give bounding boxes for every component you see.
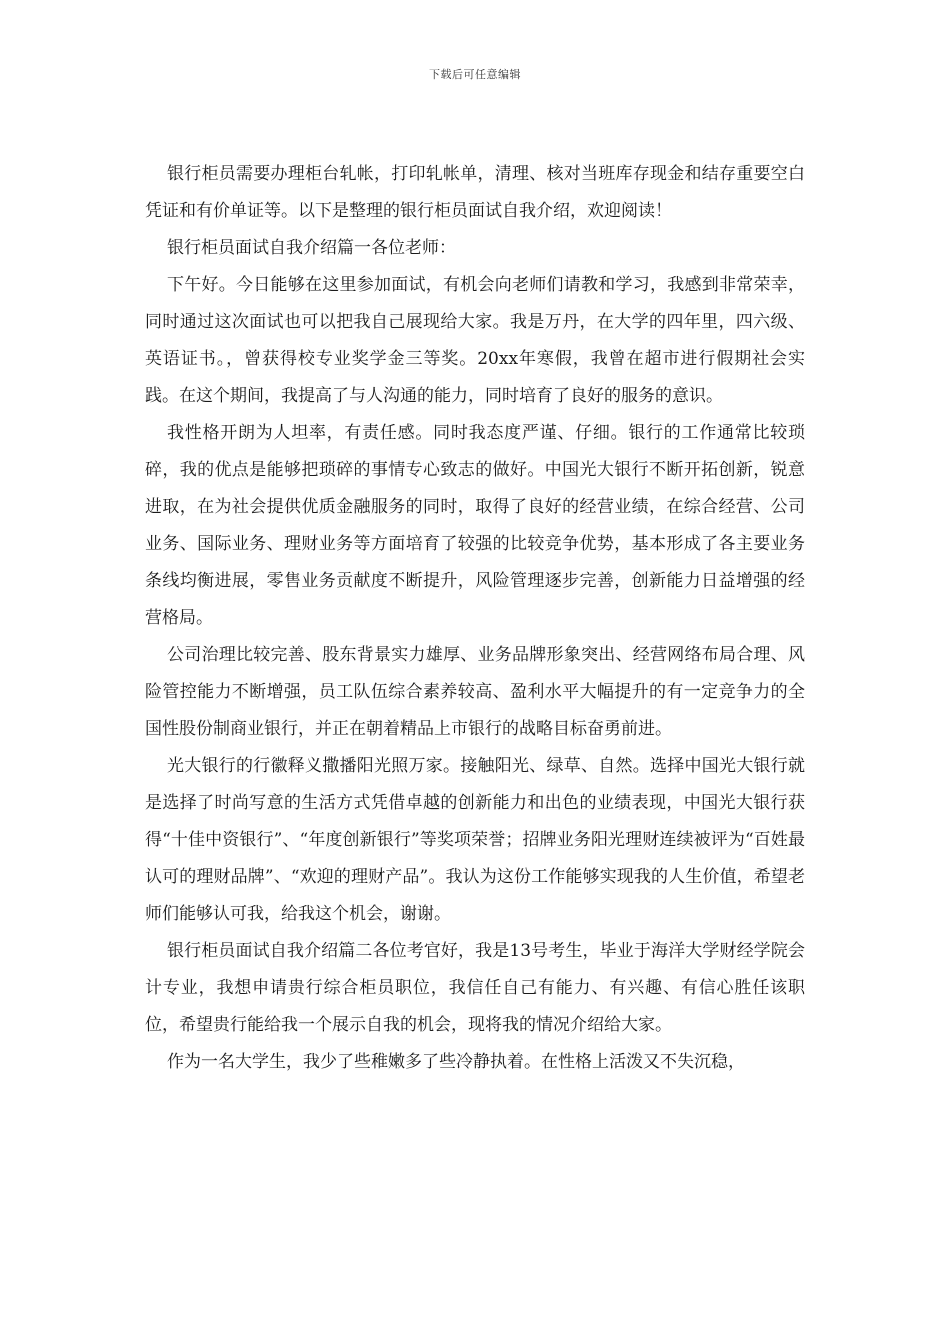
- paragraph-logo-meaning: 光大银行的行徽释义撒播阳光照万家。接触阳光、绿草、自然。选择中国光大银行就是选择了时尚写意的生活方式凭借卓越的创新能力和出色的业绩表现，中国光大银行获得“十佳中资银行”、“年度创新银行”等奖项荣誉；招牌业务阳光理财连续被评为“百姓最认可的理财品牌”、“欢迎的理财产品”。我认为这份工作能够实现我的人生价值，希望老师们能够认可我，给我这个机会，谢谢。: [145, 756, 805, 924]
- document-body: [145, 156, 805, 1081]
- page-header: 下载后可任意编辑: [429, 68, 521, 81]
- paragraph-intro: 银行柜员需要办理柜台轧帐，打印轧帐单，清理、核对当班库存现金和结存重要空白凭证和有价单证等。以下是整理的银行柜员面试自我介绍，欢迎阅读！: [145, 164, 805, 221]
- paragraph-personality: 我性格开朗为人坦率，有责任感。同时我态度严谨、仔细。银行的工作通常比较琐碎，我的优点是能够把琐碎的事情专心致志的做好。中国光大银行不断开拓创新，锐意进取，在为社会提供优质金融服务的同时，取得了良好的经营业绩，在综合经营、公司业务、国际业务、理财业务等方面培育了较强的比较竞争优势，基本形成了各主要业务条线均衡进展，零售业务贡献度不断提升，风险管理逐步完善，创新能力日益增强的经营格局。: [145, 423, 805, 628]
- paragraph-section-two: 银行柜员面试自我介绍篇二各位考官好，我是13号考生，毕业于海洋大学财经学院会计专业，我想申请贵行综合柜员职位，我信任自己有能力、有兴趣、有信心胜任该职位，希望贵行能给我一个展示自我的机会，现将我的情况介绍给大家。: [145, 941, 805, 1035]
- paragraph-section-one-heading: 银行柜员面试自我介绍篇一各位老师：: [167, 238, 456, 258]
- paragraph-governance: 公司治理比较完善、股东背景实力雄厚、业务品牌形象突出、经营网络布局合理、风险管控能力不断增强，员工队伍综合素养较高、盈利水平大幅提升的有一定竞争力的全国性股份制商业银行，并正在朝着精品上市银行的战略目标奋勇前进。: [145, 645, 805, 739]
- paragraph-student: 作为一名大学生，我少了些稚嫩多了些冷静执着。在性格上活泼又不失沉稳，: [167, 1052, 745, 1072]
- paragraph-greeting: 下午好。今日能够在这里参加面试，有机会向老师们请教和学习，我感到非常荣幸，同时通过这次面试也可以把我自己展现给大家。我是万丹，在大学的四年里，四六级、英语证书。，曾获得校专业奖学金三等奖。20xx年寒假，我曾在超市进行假期社会实践。在这个期间，我提高了与人沟通的能力，同时培育了良好的服务的意识。: [145, 275, 805, 406]
